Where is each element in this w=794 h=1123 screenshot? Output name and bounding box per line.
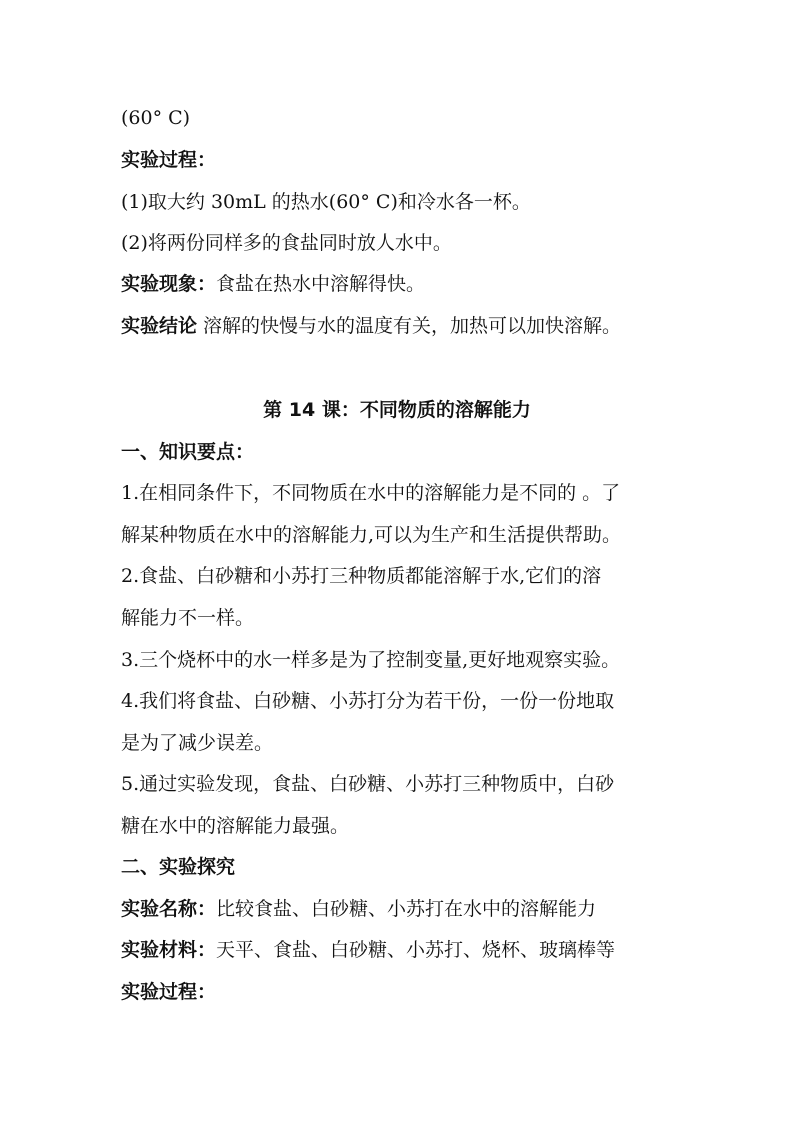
temp-line: (60° C) [121,107,191,129]
materials-line [121,936,615,964]
phenomenon-label: 实验现象： [121,273,217,295]
point-line: 是为了减少误差。 [121,732,274,754]
section-1-heading: 一、知识要点： [121,441,255,463]
phenomenon-line [121,270,425,298]
point-line: 糖在水中的溶解能力最强。 [121,815,350,837]
point-line: 解某种物质在水中的溶解能力,可以为生产和生活提供帮助。 [121,524,622,546]
experiment-name-line [121,895,596,923]
point-line: 2.食盐、白砂糖和小苏打三种物质都能溶解于水,它们的溶 [121,565,602,587]
point-line: 1.在相同条件下，不同物质在水中的溶解能力是不同的 。了 [121,482,621,504]
point-line: 4.我们将食盐、白砂糖、小苏打分为若干份，一份一份地取 [121,690,615,712]
experiment-name-text: 比较食盐、白砂糖、小苏打在水中的溶解能力 [216,898,597,920]
process-label-bottom: 实验过程： [121,981,217,1003]
point-line: 3.三个烧杯中的水一样多是为了控制变量,更好地观察实验。 [121,649,621,671]
materials-text: 天平、食盐、白砂糖、小苏打、烧杯、玻璃棒等 [216,939,616,961]
section-2-heading: 二、实验探究 [121,856,236,878]
lesson-title: 第 14 课：不同物质的溶解能力 [263,399,531,421]
phenomenon-text: 食盐在热水中溶解得快。 [216,273,426,295]
process-label-top: 实验过程： [121,149,217,171]
conclusion-text: 溶解的快慢与水的温度有关，加热可以加快溶解。 [197,315,622,337]
conclusion-line [121,312,621,340]
point-line: 解能力不一样。 [121,607,255,629]
point-line: 5.通过实验发现，食盐、白砂糖、小苏打三种物质中，白砂 [121,773,615,795]
conclusion-label: 实验结论 [121,315,198,337]
experiment-name-label: 实验名称： [121,898,217,920]
materials-label: 实验材料： [121,939,217,961]
step-1: (1)取大约 30mL 的热水(60° C)和冷水各一杯。 [121,191,531,213]
step-2: (2)将两份同样多的食盐同时放人水中。 [121,232,452,254]
